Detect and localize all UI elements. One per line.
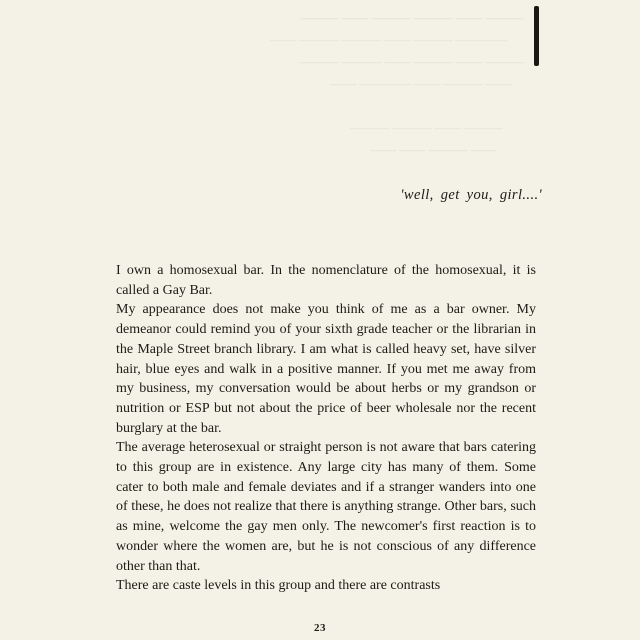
show-through-text: ——— —— ——— ——— —— ———	[300, 10, 525, 25]
paragraph: My appearance does not make you think of me as a bar owner. My demeanor could remind you of your sixth grade teacher or the librarian in the Maple Street branch library. I am what is called heavy set, have silver hair, blue eyes and walk in a positive manner. If you met me away from my business, my conversation would be about herbs or my grandson or nutrition or ESP but not about the price of beer wholesale nor the recent burglary at the bar.	[116, 302, 536, 436]
chapter-epigraph: 'well, get you, girl....'	[400, 187, 542, 203]
show-through-text: ———— ——— —— ——— ——— ——	[270, 32, 508, 47]
show-through-text: ——— —— ——— ———	[350, 120, 503, 135]
paragraph: I own a homosexual bar. In the nomenclature of the homosexual, it is called a Gay Bar.	[116, 263, 536, 298]
show-through-text: —— ——— —— ———— ——	[330, 76, 512, 91]
page-edge-mark	[534, 6, 539, 66]
body-text	[116, 261, 536, 596]
show-through-text: ——— —— ——— —— ——— ———	[300, 54, 525, 69]
page-number: 23	[314, 622, 326, 634]
show-through-text: —— ——— —— ——	[370, 142, 497, 157]
paragraph: The average heterosexual or straight person is not aware that bars catering to this group are in existence. Any large city has many of them. Some cater to both male and female deviates and if a stranger wanders into one of these, he does not realize that there is anything strange. Other bars, such as mine, welcome the gay men only. The newcomer's first reaction is to wonder where the women are, but he is not conscious of any difference other than that.	[116, 440, 536, 574]
paragraph: There are caste levels in this group and there are contrasts	[116, 578, 441, 594]
